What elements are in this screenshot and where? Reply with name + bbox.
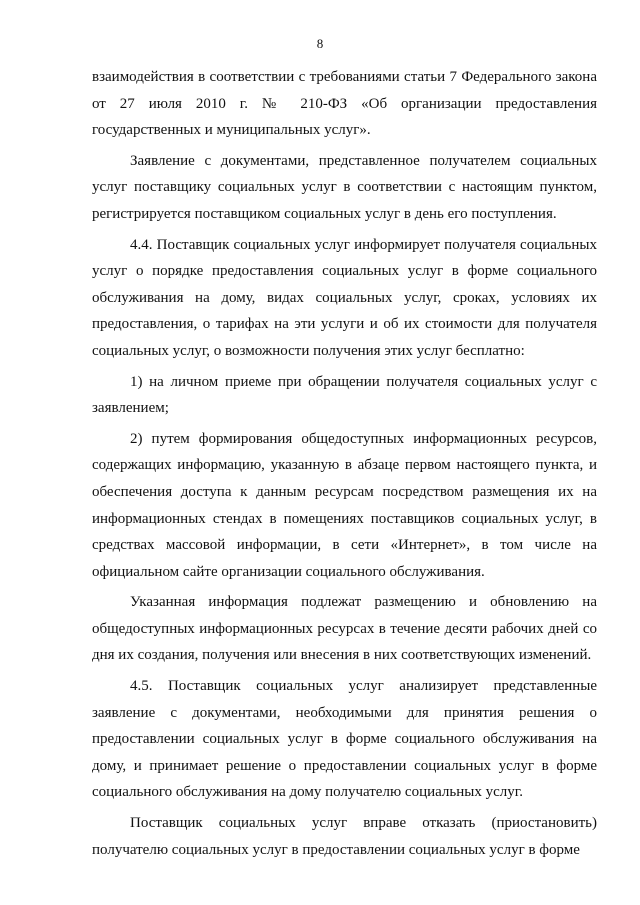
paragraph-information-update: Указанная информация подлежат размещению и обновлению на общедоступных информационных ресурсах в течение десяти рабочих дней со дня их создания, получения или внесения в них соответствующих изменений. [92, 594, 597, 664]
list-item-2: 2) путем формирования общедоступных информационных ресурсов, содержащих информацию, указанную в абзаце первом настоящего пункта, и обеспечения доступа к данным ресурсам посредством размещения их на информационных стендах в помещениях поставщиков социальных услуг, в средствах массовой информации, в сети «Интернет», в том числе на официальном сайте организации социального обслуживания. [92, 430, 597, 580]
document-body [92, 64, 597, 863]
paragraph-clause-4-4: 4.4. Поставщик социальных услуг информирует получателя социальных услуг о порядке предоставления социальных услуг в форме социального обслуживания на дому, видах социальных услуг, сроках, условиях их предоставления, о тарифах на эти услуги и об их стоимости для получателя социальных услуг, о возможности получения этих услуг бесплатно: [92, 236, 597, 359]
page-number: 8 [316, 36, 324, 51]
paragraph-continuation: взаимодействия в соответствии с требованиями статьи 7 Федерального закона от 27 июля 2010 г. № 210-ФЗ «Об организации предоставления государственных и муниципальных услуг». [92, 69, 597, 139]
paragraph-clause-4-5: 4.5. Поставщик социальных услуг анализирует представленные заявление с документами, необходимыми для принятия решения о предоставлении социальных услуг в форме социального обслуживания на дому, и принимает решение о предоставлении социальных услуг в форме социального обслуживания на дому получателю социальных услуг. [92, 678, 597, 801]
paragraph-registration: Заявление с документами, представленное получателем социальных услуг поставщику социальных услуг в соответствии с настоящим пунктом, регистрируется поставщиком социальных услуг в день его поступления. [92, 152, 597, 222]
list-item-1: 1) на личном приеме при обращении получателя социальных услуг с заявлением; [92, 373, 597, 417]
paragraph-refusal: Поставщик социальных услуг вправе отказать (приостановить) получателю социальных услуг в предоставлении социальных услуг в форме [92, 815, 597, 858]
